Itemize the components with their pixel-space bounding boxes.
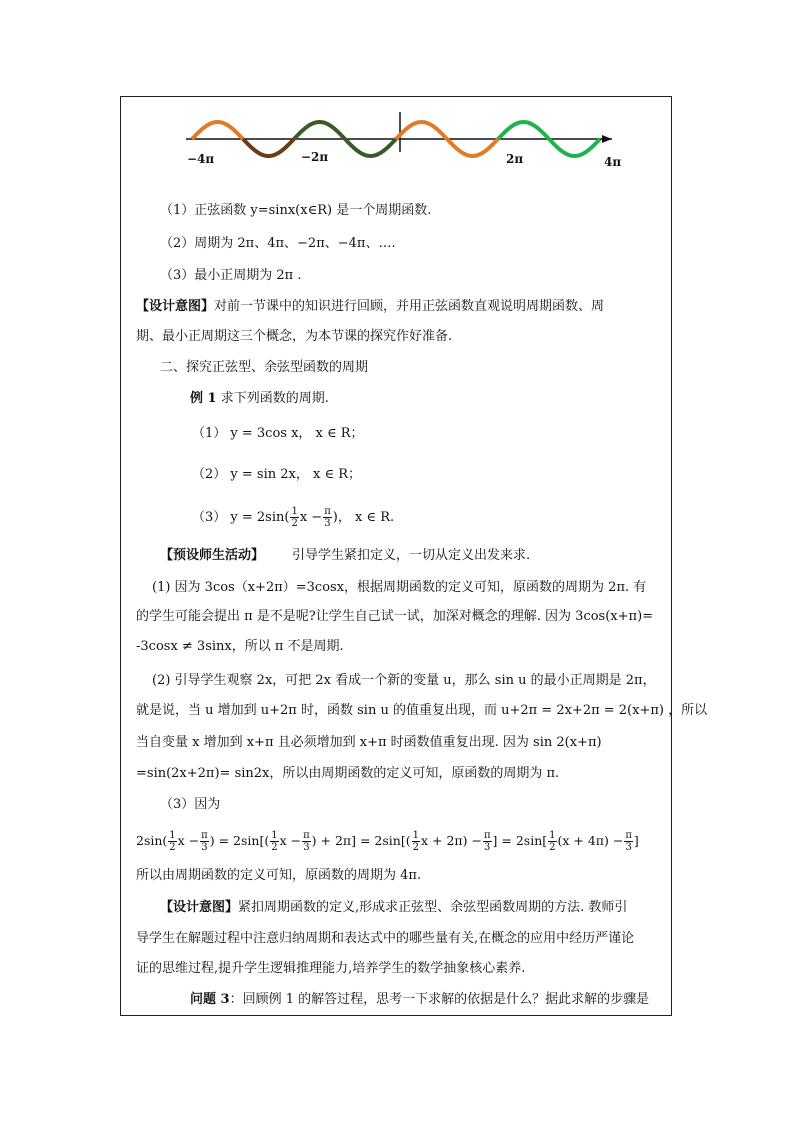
frac-num: π xyxy=(625,830,632,841)
activity-label: 【预设师生活动】 xyxy=(160,548,265,563)
eq-part: x − xyxy=(279,833,302,848)
eq-part: ) + 2π] = 2sin[( xyxy=(311,833,411,848)
example-1-title xyxy=(190,389,329,409)
solution-2-line4: =sin(2x+2π)= sin2x，所以由周期函数的定义可知，原函数的周期为 π. xyxy=(136,766,560,781)
frac-den: 2 xyxy=(291,518,298,529)
frac-num: π xyxy=(324,506,331,517)
frac-num: 1 xyxy=(271,830,278,841)
eq-part: x + 2π) − xyxy=(420,833,482,848)
example-1-q2: （2） y = sin 2x， x ∈ R； xyxy=(192,467,361,482)
frac-den: 3 xyxy=(484,842,491,853)
frac-num: 1 xyxy=(412,830,419,841)
q3-part: x − xyxy=(299,510,323,525)
item-1: （1）正弦函数 y=sinx(x∈R) 是一个周期函数. xyxy=(160,203,432,218)
x-axis-arrow-icon xyxy=(602,135,612,143)
example-text: 求下列函数的周期. xyxy=(220,391,329,406)
design-intent-1-line2: 期、最小正周期这三个概念，为本节课的探究作好准备. xyxy=(136,329,453,344)
frac-den: 2 xyxy=(169,842,176,853)
example-1-q1: （1） y = 3cos x， x ∈ R； xyxy=(192,426,364,441)
fraction-half xyxy=(270,830,278,853)
tick-label-4pi: 4π xyxy=(604,155,622,169)
design-intent-text: 对前一节课中的知识进行回顾，并用正弦函数直观说明周期函数、周 xyxy=(214,299,605,314)
question-3-line xyxy=(190,990,649,1010)
fraction-pi-third xyxy=(200,830,209,853)
design-intent-text: 紧扣周期函数的定义,形成求正弦型、余弦型函数周期的方法. 教师引 xyxy=(238,900,628,915)
q3-part: )， x ∈ R. xyxy=(332,510,395,525)
frac-num: 1 xyxy=(169,830,176,841)
solution-2-line3: 当自变量 x 增加到 x+π 且必须增加到 x+π 时函数值重复出现. 因为 sin 2(x+π) xyxy=(136,735,602,750)
fraction-half xyxy=(412,830,420,853)
example-1-q3 xyxy=(192,506,394,529)
design-intent-2-line3: 证的思维过程,提升学生逻辑推理能力,培养学生的数学抽象核心素养. xyxy=(136,961,526,976)
activity-line xyxy=(160,546,530,566)
section-heading: 二、探究正弦型、余弦型函数的周期 xyxy=(160,360,369,375)
solution-1-line1: (1) 因为 3cos（x+2π）=3cosx，根据周期函数的定义可知，原函数的周期为 2π. 有 xyxy=(152,580,647,595)
item-2: （2）周期为 2π、4π、−2π、−4π、…. xyxy=(160,236,396,251)
design-intent-label: 【设计意图】 xyxy=(136,299,215,314)
frac-num: 1 xyxy=(549,830,556,841)
design-intent-label: 【设计意图】 xyxy=(160,900,239,915)
question-text: ：回顾例 1 的解答过程，思考一下求解的依据是什么？据此求解的步骤是 xyxy=(229,992,650,1007)
solution-2-line2: 就是说，当 u 增加到 u+2π 时，函数 sin u 的值重复出现，而 u+2π = 2x+2π = 2(x+π) ，所以 xyxy=(136,703,708,718)
eq-part: x − xyxy=(177,833,200,848)
tick-label-2pi: 2π xyxy=(506,152,524,166)
fraction-half xyxy=(548,830,556,853)
eq-part: ) = 2sin[( xyxy=(209,833,270,848)
activity-text: 引导学生紧扣定义，一切从定义出发来求. xyxy=(292,548,531,563)
frac-den: 3 xyxy=(303,842,310,853)
question-label: 问题 3 xyxy=(190,992,230,1007)
frac-den: 2 xyxy=(412,842,419,853)
fraction-pi-third xyxy=(302,830,311,853)
tick-label-neg-4pi: −4π xyxy=(187,152,215,166)
eq-part: ] xyxy=(633,833,639,848)
fraction-pi-third xyxy=(624,830,633,853)
solution-3-equation xyxy=(136,830,639,853)
solution-1-line2: 的学生可能会提出 π 是不是呢?让学生自己试一试，加深对概念的理解. 因为 3cos(x+π)= xyxy=(136,609,654,624)
eq-part: 2sin( xyxy=(136,833,168,848)
solution-3-intro: （3）因为 xyxy=(160,797,221,812)
item-3: （3）最小正周期为 2π . xyxy=(160,268,302,283)
design-intent-2-line1 xyxy=(160,898,627,918)
wave-segment-1 xyxy=(192,122,243,139)
fraction-pi-third xyxy=(483,830,492,853)
fraction-half xyxy=(168,830,176,853)
design-intent-1-line1 xyxy=(136,297,604,317)
solution-3-conclusion: 所以由周期函数的定义可知，原函数的周期为 4π. xyxy=(136,868,422,883)
frac-den: 3 xyxy=(625,842,632,853)
solution-2-line1: (2) 引导学生观察 2x，可把 2x 看成一个新的变量 u，那么 sin u 的最小正周期是 2π， xyxy=(152,673,656,688)
example-label: 例 1 xyxy=(190,391,217,406)
frac-num: π xyxy=(303,830,310,841)
fraction-pi-third xyxy=(323,506,332,529)
frac-num: π xyxy=(201,830,208,841)
wave-segment-2 xyxy=(243,139,294,156)
frac-num: 1 xyxy=(291,506,298,517)
eq-part: (x + 4π) − xyxy=(557,833,624,848)
frac-den: 3 xyxy=(201,842,208,853)
fraction-half xyxy=(290,506,298,529)
frac-den: 2 xyxy=(549,842,556,853)
tick-label-neg-2pi: −2π xyxy=(301,150,329,164)
sine-wave-figure xyxy=(180,104,620,174)
frac-den: 3 xyxy=(324,518,331,529)
frac-den: 2 xyxy=(271,842,278,853)
eq-part: ] = 2sin[ xyxy=(492,833,548,848)
solution-1-line3: -3cosx ≠ 3sinx，所以 π 不是周期. xyxy=(136,639,344,654)
design-intent-2-line2: 导学生在解题过程中注意归纳周期和表达式中的哪些量有关,在概念的应用中经历严谨论 xyxy=(136,931,635,946)
q3-part: （3） y = 2sin( xyxy=(192,510,290,525)
frac-num: π xyxy=(483,830,491,841)
